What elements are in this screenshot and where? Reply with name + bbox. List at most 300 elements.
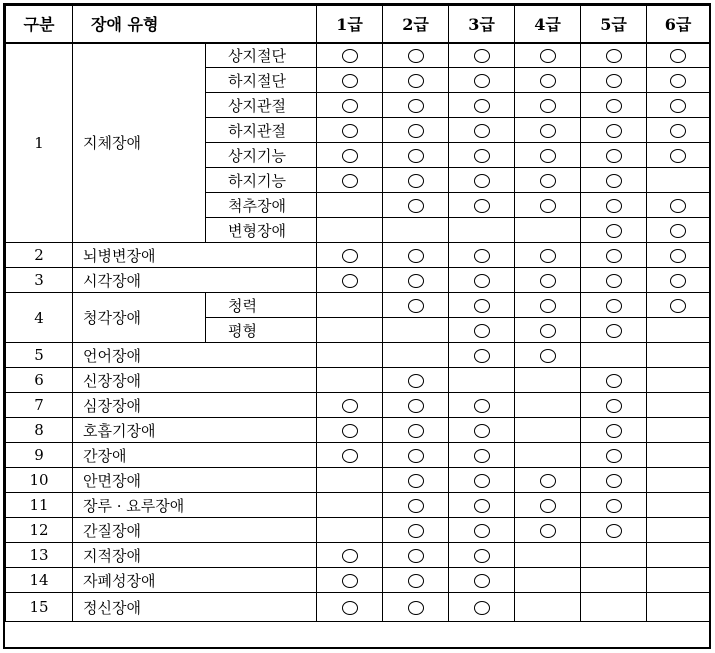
grade-cell-6 <box>647 518 710 543</box>
eligible-circle-icon <box>606 249 622 263</box>
eligible-circle-icon <box>540 124 556 138</box>
grade-cell-6 <box>647 543 710 568</box>
eligible-circle-icon <box>670 49 686 63</box>
grade-cell-6 <box>647 593 710 622</box>
table-row <box>6 43 710 68</box>
eligible-circle-icon <box>540 274 556 288</box>
grade-cell-1 <box>317 518 383 543</box>
grade-cell-5 <box>581 468 647 493</box>
eligible-circle-icon <box>342 574 358 588</box>
eligible-circle-icon <box>670 249 686 263</box>
eligible-circle-icon <box>670 299 686 313</box>
disability-type: 자폐성장애 <box>73 568 317 593</box>
eligible-circle-icon <box>408 149 424 163</box>
grade-cell-1 <box>317 68 383 93</box>
eligible-circle-icon <box>474 574 490 588</box>
grade-cell-1 <box>317 543 383 568</box>
disability-type: 정신장애 <box>73 593 317 622</box>
eligible-circle-icon <box>474 199 490 213</box>
eligible-circle-icon <box>408 474 424 488</box>
header-grade-6: 6급 <box>647 6 710 43</box>
eligible-circle-icon <box>342 399 358 413</box>
disability-type: 간질장애 <box>73 518 317 543</box>
eligible-circle-icon <box>606 149 622 163</box>
grade-cell-3 <box>449 268 515 293</box>
eligible-circle-icon <box>670 74 686 88</box>
grade-cell-2 <box>383 443 449 468</box>
grade-cell-2 <box>383 243 449 268</box>
eligible-circle-icon <box>474 74 490 88</box>
eligible-circle-icon <box>606 399 622 413</box>
eligible-circle-icon <box>606 49 622 63</box>
eligible-circle-icon <box>540 74 556 88</box>
eligible-circle-icon <box>342 99 358 113</box>
grade-cell-2 <box>383 318 449 343</box>
row-number: 6 <box>6 368 73 393</box>
grade-cell-4 <box>515 443 581 468</box>
row-number: 15 <box>6 593 73 622</box>
eligible-circle-icon <box>474 499 490 513</box>
grade-cell-6 <box>647 118 710 143</box>
eligible-circle-icon <box>342 49 358 63</box>
disability-subtype: 상지관절 <box>206 93 317 118</box>
eligible-circle-icon <box>408 124 424 138</box>
eligible-circle-icon <box>408 74 424 88</box>
grade-cell-6 <box>647 318 710 343</box>
grade-cell-5 <box>581 168 647 193</box>
grade-cell-5 <box>581 568 647 593</box>
grade-cell-2 <box>383 143 449 168</box>
eligible-circle-icon <box>606 449 622 463</box>
grade-cell-3 <box>449 543 515 568</box>
grade-cell-6 <box>647 68 710 93</box>
grade-cell-3 <box>449 93 515 118</box>
eligible-circle-icon <box>474 524 490 538</box>
grade-cell-4 <box>515 293 581 318</box>
grade-cell-5 <box>581 243 647 268</box>
grade-cell-2 <box>383 168 449 193</box>
row-number: 1 <box>6 43 73 243</box>
grade-cell-3 <box>449 393 515 418</box>
eligible-circle-icon <box>408 601 424 615</box>
grade-cell-2 <box>383 568 449 593</box>
grade-cell-3 <box>449 568 515 593</box>
eligible-circle-icon <box>606 474 622 488</box>
disability-subtype: 하지관절 <box>206 118 317 143</box>
eligible-circle-icon <box>474 99 490 113</box>
disability-subtype: 상지기능 <box>206 143 317 168</box>
grade-cell-4 <box>515 368 581 393</box>
grade-cell-2 <box>383 593 449 622</box>
grade-cell-2 <box>383 93 449 118</box>
table-row <box>6 443 710 468</box>
grade-cell-5 <box>581 443 647 468</box>
eligible-circle-icon <box>606 274 622 288</box>
disability-type: 청각장애 <box>73 293 206 343</box>
disability-type: 간장애 <box>73 443 317 468</box>
grade-cell-1 <box>317 218 383 243</box>
disability-grade-table <box>5 5 710 622</box>
eligible-circle-icon <box>408 499 424 513</box>
eligible-circle-icon <box>670 149 686 163</box>
grade-cell-3 <box>449 218 515 243</box>
eligible-circle-icon <box>540 324 556 338</box>
disability-subtype: 청력 <box>206 293 317 318</box>
eligible-circle-icon <box>540 149 556 163</box>
eligible-circle-icon <box>474 349 490 363</box>
grade-cell-5 <box>581 393 647 418</box>
eligible-circle-icon <box>408 549 424 563</box>
eligible-circle-icon <box>540 49 556 63</box>
table-row <box>6 568 710 593</box>
grade-cell-2 <box>383 218 449 243</box>
eligible-circle-icon <box>540 474 556 488</box>
grade-cell-6 <box>647 493 710 518</box>
grade-cell-4 <box>515 343 581 368</box>
grade-cell-4 <box>515 218 581 243</box>
eligible-circle-icon <box>408 399 424 413</box>
eligible-circle-icon <box>606 374 622 388</box>
grade-cell-4 <box>515 68 581 93</box>
grade-cell-1 <box>317 293 383 318</box>
grade-cell-3 <box>449 518 515 543</box>
grade-cell-4 <box>515 193 581 218</box>
grade-cell-1 <box>317 493 383 518</box>
table-row <box>6 468 710 493</box>
eligible-circle-icon <box>670 199 686 213</box>
grade-cell-5 <box>581 418 647 443</box>
row-number: 7 <box>6 393 73 418</box>
table-row <box>6 243 710 268</box>
row-number: 9 <box>6 443 73 468</box>
grade-cell-2 <box>383 393 449 418</box>
eligible-circle-icon <box>342 174 358 188</box>
grade-cell-3 <box>449 593 515 622</box>
eligible-circle-icon <box>474 174 490 188</box>
grade-cell-5 <box>581 68 647 93</box>
grade-cell-3 <box>449 68 515 93</box>
eligible-circle-icon <box>606 224 622 238</box>
grade-cell-4 <box>515 593 581 622</box>
grade-cell-6 <box>647 293 710 318</box>
eligible-circle-icon <box>606 424 622 438</box>
eligible-circle-icon <box>540 99 556 113</box>
grade-cell-6 <box>647 193 710 218</box>
grade-cell-1 <box>317 143 383 168</box>
eligible-circle-icon <box>474 549 490 563</box>
header-num: 구분 <box>6 6 73 43</box>
grade-cell-5 <box>581 293 647 318</box>
grade-cell-6 <box>647 468 710 493</box>
header-grade-1: 1급 <box>317 6 383 43</box>
eligible-circle-icon <box>540 349 556 363</box>
grade-cell-2 <box>383 193 449 218</box>
grade-cell-3 <box>449 193 515 218</box>
row-number: 3 <box>6 268 73 293</box>
row-number: 5 <box>6 343 73 368</box>
grade-cell-4 <box>515 243 581 268</box>
disability-type: 언어장애 <box>73 343 317 368</box>
grade-cell-3 <box>449 243 515 268</box>
eligible-circle-icon <box>474 149 490 163</box>
grade-cell-5 <box>581 368 647 393</box>
grade-cell-6 <box>647 243 710 268</box>
disability-type: 시각장애 <box>73 268 317 293</box>
eligible-circle-icon <box>408 174 424 188</box>
table-row <box>6 368 710 393</box>
grade-cell-2 <box>383 343 449 368</box>
grade-cell-3 <box>449 418 515 443</box>
eligible-circle-icon <box>540 174 556 188</box>
eligible-circle-icon <box>408 424 424 438</box>
eligible-circle-icon <box>342 124 358 138</box>
grade-cell-1 <box>317 343 383 368</box>
disability-type: 신장장애 <box>73 368 317 393</box>
grade-cell-4 <box>515 268 581 293</box>
grade-cell-3 <box>449 443 515 468</box>
table-row <box>6 268 710 293</box>
eligible-circle-icon <box>408 374 424 388</box>
grade-cell-5 <box>581 518 647 543</box>
grade-cell-5 <box>581 343 647 368</box>
table-row <box>6 593 710 622</box>
eligible-circle-icon <box>606 199 622 213</box>
disability-subtype: 척추장애 <box>206 193 317 218</box>
eligible-circle-icon <box>408 574 424 588</box>
grade-cell-3 <box>449 143 515 168</box>
grade-cell-3 <box>449 493 515 518</box>
eligible-circle-icon <box>342 249 358 263</box>
grade-cell-5 <box>581 143 647 168</box>
grade-cell-2 <box>383 368 449 393</box>
header-type: 장애 유형 <box>73 6 317 43</box>
table-row <box>6 493 710 518</box>
eligible-circle-icon <box>474 399 490 413</box>
eligible-circle-icon <box>670 274 686 288</box>
grade-cell-5 <box>581 318 647 343</box>
grade-cell-5 <box>581 268 647 293</box>
header-grade-3: 3급 <box>449 6 515 43</box>
eligible-circle-icon <box>342 74 358 88</box>
grade-cell-5 <box>581 493 647 518</box>
eligible-circle-icon <box>606 324 622 338</box>
grade-cell-3 <box>449 118 515 143</box>
grade-cell-4 <box>515 493 581 518</box>
disability-type: 장루 · 요루장애 <box>73 493 317 518</box>
grade-cell-1 <box>317 568 383 593</box>
grade-cell-1 <box>317 243 383 268</box>
grade-cell-1 <box>317 318 383 343</box>
row-number: 4 <box>6 293 73 343</box>
eligible-circle-icon <box>408 524 424 538</box>
eligible-circle-icon <box>342 601 358 615</box>
row-number: 11 <box>6 493 73 518</box>
eligible-circle-icon <box>408 249 424 263</box>
disability-grade-table-frame <box>3 3 711 649</box>
grade-cell-5 <box>581 43 647 68</box>
grade-cell-1 <box>317 168 383 193</box>
grade-cell-4 <box>515 518 581 543</box>
grade-cell-5 <box>581 118 647 143</box>
grade-cell-6 <box>647 43 710 68</box>
grade-cell-6 <box>647 268 710 293</box>
header-grade-5: 5급 <box>581 6 647 43</box>
grade-cell-3 <box>449 43 515 68</box>
disability-subtype: 변형장애 <box>206 218 317 243</box>
eligible-circle-icon <box>606 99 622 113</box>
eligible-circle-icon <box>474 274 490 288</box>
eligible-circle-icon <box>606 524 622 538</box>
row-number: 14 <box>6 568 73 593</box>
header-grade-4: 4급 <box>515 6 581 43</box>
grade-cell-1 <box>317 193 383 218</box>
eligible-circle-icon <box>408 199 424 213</box>
disability-subtype: 하지절단 <box>206 68 317 93</box>
eligible-circle-icon <box>342 549 358 563</box>
grade-cell-4 <box>515 43 581 68</box>
eligible-circle-icon <box>342 274 358 288</box>
disability-subtype: 상지절단 <box>206 43 317 68</box>
grade-cell-5 <box>581 93 647 118</box>
grade-cell-3 <box>449 368 515 393</box>
eligible-circle-icon <box>474 249 490 263</box>
table-row <box>6 418 710 443</box>
eligible-circle-icon <box>474 299 490 313</box>
grade-cell-4 <box>515 118 581 143</box>
eligible-circle-icon <box>540 499 556 513</box>
grade-cell-4 <box>515 393 581 418</box>
grade-cell-6 <box>647 218 710 243</box>
grade-cell-1 <box>317 368 383 393</box>
grade-cell-5 <box>581 193 647 218</box>
grade-cell-1 <box>317 443 383 468</box>
eligible-circle-icon <box>408 449 424 463</box>
grade-cell-4 <box>515 543 581 568</box>
table-row <box>6 343 710 368</box>
grade-cell-4 <box>515 168 581 193</box>
disability-type: 안면장애 <box>73 468 317 493</box>
grade-cell-1 <box>317 93 383 118</box>
grade-cell-2 <box>383 543 449 568</box>
grade-cell-4 <box>515 568 581 593</box>
grade-cell-2 <box>383 468 449 493</box>
grade-cell-6 <box>647 143 710 168</box>
grade-cell-5 <box>581 593 647 622</box>
eligible-circle-icon <box>342 449 358 463</box>
table-body <box>6 43 710 622</box>
eligible-circle-icon <box>474 124 490 138</box>
eligible-circle-icon <box>606 74 622 88</box>
grade-cell-3 <box>449 468 515 493</box>
disability-type: 호흡기장애 <box>73 418 317 443</box>
grade-cell-6 <box>647 343 710 368</box>
table-row <box>6 393 710 418</box>
grade-cell-6 <box>647 168 710 193</box>
table-row <box>6 293 710 318</box>
grade-cell-4 <box>515 468 581 493</box>
grade-cell-2 <box>383 268 449 293</box>
row-number: 10 <box>6 468 73 493</box>
eligible-circle-icon <box>540 199 556 213</box>
eligible-circle-icon <box>474 474 490 488</box>
eligible-circle-icon <box>540 299 556 313</box>
grade-cell-1 <box>317 418 383 443</box>
disability-type: 지체장애 <box>73 43 206 243</box>
grade-cell-2 <box>383 418 449 443</box>
header-grade-2: 2급 <box>383 6 449 43</box>
eligible-circle-icon <box>474 324 490 338</box>
eligible-circle-icon <box>606 174 622 188</box>
disability-type: 심장장애 <box>73 393 317 418</box>
grade-cell-1 <box>317 118 383 143</box>
eligible-circle-icon <box>670 124 686 138</box>
disability-type: 뇌병변장애 <box>73 243 317 268</box>
disability-subtype: 하지기능 <box>206 168 317 193</box>
eligible-circle-icon <box>540 524 556 538</box>
grade-cell-3 <box>449 318 515 343</box>
eligible-circle-icon <box>474 49 490 63</box>
eligible-circle-icon <box>670 99 686 113</box>
grade-cell-6 <box>647 418 710 443</box>
eligible-circle-icon <box>408 274 424 288</box>
grade-cell-4 <box>515 418 581 443</box>
grade-cell-4 <box>515 318 581 343</box>
eligible-circle-icon <box>342 149 358 163</box>
grade-cell-2 <box>383 68 449 93</box>
grade-cell-6 <box>647 368 710 393</box>
eligible-circle-icon <box>670 224 686 238</box>
eligible-circle-icon <box>474 601 490 615</box>
eligible-circle-icon <box>342 424 358 438</box>
grade-cell-2 <box>383 43 449 68</box>
row-number: 8 <box>6 418 73 443</box>
eligible-circle-icon <box>408 49 424 63</box>
grade-cell-1 <box>317 468 383 493</box>
eligible-circle-icon <box>606 124 622 138</box>
eligible-circle-icon <box>540 249 556 263</box>
grade-cell-6 <box>647 568 710 593</box>
grade-cell-3 <box>449 343 515 368</box>
grade-cell-4 <box>515 143 581 168</box>
grade-cell-6 <box>647 393 710 418</box>
table-row <box>6 518 710 543</box>
table-row <box>6 543 710 568</box>
disability-type: 지적장애 <box>73 543 317 568</box>
grade-cell-1 <box>317 593 383 622</box>
grade-cell-1 <box>317 268 383 293</box>
grade-cell-4 <box>515 93 581 118</box>
grade-cell-5 <box>581 543 647 568</box>
grade-cell-5 <box>581 218 647 243</box>
grade-cell-3 <box>449 293 515 318</box>
eligible-circle-icon <box>474 424 490 438</box>
eligible-circle-icon <box>606 499 622 513</box>
grade-cell-1 <box>317 43 383 68</box>
eligible-circle-icon <box>408 299 424 313</box>
grade-cell-3 <box>449 168 515 193</box>
disability-subtype: 평형 <box>206 318 317 343</box>
eligible-circle-icon <box>606 299 622 313</box>
eligible-circle-icon <box>408 99 424 113</box>
row-number: 12 <box>6 518 73 543</box>
row-number: 13 <box>6 543 73 568</box>
row-number: 2 <box>6 243 73 268</box>
header-row <box>6 6 710 43</box>
grade-cell-2 <box>383 118 449 143</box>
grade-cell-1 <box>317 393 383 418</box>
grade-cell-6 <box>647 93 710 118</box>
grade-cell-2 <box>383 518 449 543</box>
